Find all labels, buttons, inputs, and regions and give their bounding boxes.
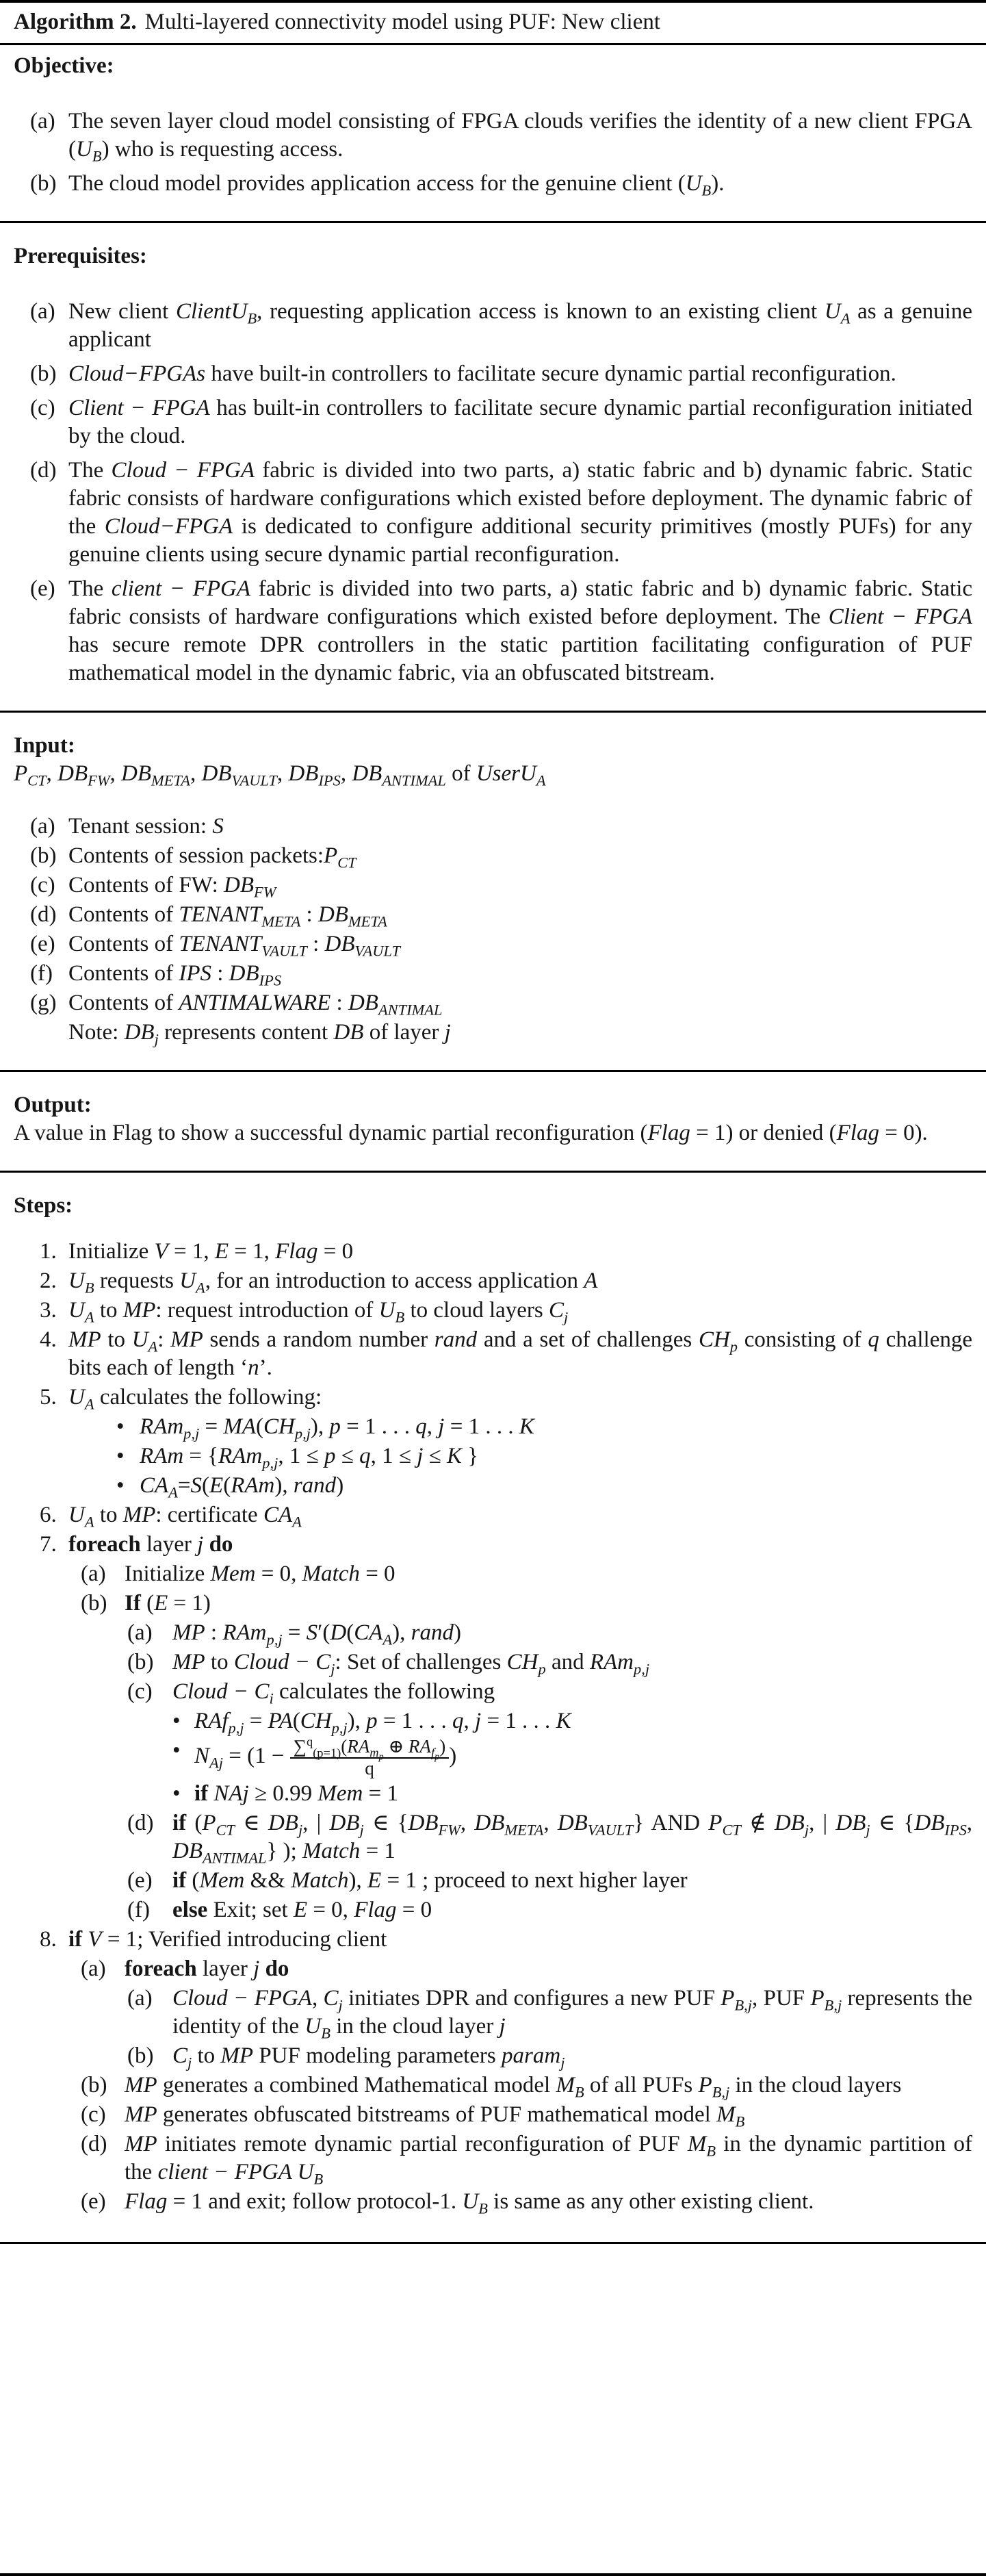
item-marker: (b) xyxy=(81,1591,107,1616)
step-5-bullet-3 xyxy=(14,1472,972,1500)
step-7b-e xyxy=(14,1867,972,1895)
item-text: Contents of IPS : $DB_{IPS}$ xyxy=(68,961,282,989)
step-5-bullet-2 xyxy=(14,1442,972,1470)
step-8a-a xyxy=(14,1985,972,2041)
item-text: The client − FPGA fabric is divided into two parts, a) static fabric and b) dynamic fabric. Static fabric consists of hardware configurations which existed before deployment. The Client − FPGA has secure remote DPR controllers in the static partition facilitating configuration of PUF mathematical model in the dynamic fabric, via an obfuscated bitstream. xyxy=(68,576,973,685)
algorithm-title: Multi-layered connectivity model using PUF: New client xyxy=(144,10,661,34)
step-7b-f xyxy=(14,1896,972,1924)
item-marker: (b) xyxy=(127,1650,154,1674)
item-marker: (f) xyxy=(127,1898,150,1923)
item-marker: (c) xyxy=(127,1679,153,1704)
step-text: MP initiates remote dynamic partial reconfiguration of PUF $M_B$ in the dynamic partition of the client − FPGA $U_B$ xyxy=(125,2132,972,2188)
item-marker: (a) xyxy=(30,109,55,133)
step-text: $RAf_{p,j} = PA(CH_{p,j})$, p = 1 . . . q, j = 1 . . . K xyxy=(194,1709,571,1737)
item-text: The Cloud − FPGA fabric is divided into two parts, a) static fabric and b) dynamic fabric. Static fabric consists of hardware configurations which existed before deployment. The dynamic fabric of the Cloud−FPGA is dedicated to configure additional security primitives (mostly PUFs) for any genuine clients using secure dynamic partial reconfiguration. xyxy=(68,458,972,567)
prerequisites-item-a xyxy=(14,298,972,354)
item-marker: (c) xyxy=(30,396,55,420)
section-divider xyxy=(0,221,986,223)
step-7a xyxy=(14,1560,972,1588)
step-7b-b xyxy=(14,1648,972,1676)
step-7b xyxy=(14,1590,972,1618)
prerequisites-heading: Prerequisites: xyxy=(14,244,147,268)
step-text: If (E = 1) xyxy=(125,1591,211,1616)
step-marker: 6. xyxy=(40,1503,57,1527)
section-divider xyxy=(0,711,986,713)
step-line-3 xyxy=(14,1297,972,1325)
step-line-6 xyxy=(14,1501,972,1529)
step-text: $RAm_{p,j} = MA(CH_{p,j})$, p = 1 . . . q, j = 1 . . . K xyxy=(140,1414,534,1442)
step-text: $CA_A=S(E(RAm)$, rand) xyxy=(140,1473,344,1501)
step-text: $U_B$ requests $U_A$, for an introduction to access application A xyxy=(68,1268,598,1297)
step-marker: 8. xyxy=(40,1927,57,1952)
step-text: Cloud − FPGA, $C_j$ initiates DPR and configures a new PUF $P_{B,j}$, PUF $P_{B,j}$ represents the identity of the $U_B$ in the cloud layer j xyxy=(172,1986,972,2042)
output-text: A value in Flag to show a successful dynamic partial reconfiguration (Flag = 1) or denied (Flag = 0). xyxy=(14,1121,928,1145)
item-text: Contents of $TENANT_{VAULT}$ : $DB_{VAULT}$ xyxy=(68,932,400,960)
item-text: The seven layer cloud model consisting of FPGA clouds verifies the identity of a new client FPGA $(U_B)$ who is requesting access. xyxy=(68,109,972,165)
input-item-f xyxy=(14,960,972,988)
step-7b-c-bullet-2 xyxy=(14,1734,972,1779)
item-text: Contents of session $packets:P_{CT}$ xyxy=(68,843,356,871)
step-text: if (Mem && Match), E = 1 ; proceed to next higher layer xyxy=(172,1868,688,1893)
item-text: Client − FPGA has built-in controllers to facilitate secure dynamic partial reconfiguration initiated by the cloud. xyxy=(68,396,972,448)
bottom-rule xyxy=(0,2573,986,2576)
step-8d xyxy=(14,2130,972,2186)
input-note xyxy=(14,1019,972,1047)
objective-item-b xyxy=(14,170,972,198)
item-text: Contents of FW: $DB_{FW}$ xyxy=(68,873,276,901)
bullet-marker: • xyxy=(172,1738,181,1763)
input-item-a xyxy=(14,813,972,841)
item-marker: (e) xyxy=(30,576,55,601)
step-marker: 1. xyxy=(40,1239,57,1264)
item-marker: (d) xyxy=(30,902,57,927)
step-text: $U_A$ calculates the following: xyxy=(68,1385,322,1413)
input-intro: $P_{CT}$, $DB_{FW}$, $DB_{META}$, $DB_{VAULT}$, $DB_{IPS}$, $DB_{ANTIMAL}$ of UserU$_A$ xyxy=(14,761,546,789)
input-item-d xyxy=(14,901,972,929)
input-heading: Input: xyxy=(14,733,75,758)
step-line-5 xyxy=(14,1383,972,1412)
item-text: New client ClientU$_B$, requesting application access is known to an existing client $U_A$ as a genuine applicant xyxy=(68,299,972,352)
output-heading: Output: xyxy=(14,1093,92,1117)
prerequisites-item-c xyxy=(14,394,972,450)
item-marker: (b) xyxy=(30,361,57,386)
step-line-8 xyxy=(14,1926,972,1954)
step-text: $N_{Aj} = (1$ − $\frac{\sum^q_{(p=1)}(RA_{m_p} \oplus RA_{f_p})}{q}$ ) xyxy=(194,1734,457,1779)
step-text: $U_A$ to MP: request introduction of $U_B$ to cloud layers $C_j$ xyxy=(68,1298,569,1326)
prerequisites-item-e xyxy=(14,575,972,687)
item-marker: (b) xyxy=(30,843,57,868)
section-input xyxy=(14,732,972,1047)
bullet-marker: • xyxy=(116,1444,125,1468)
step-5-bullet-1 xyxy=(14,1413,972,1441)
step-text: if ($P_{CT}$ ∈ $DB_j$, | $DB_j$ ∈ {$DB_{FW}$, $DB_{META}$, $DB_{VAULT}$} AND $P_{CT}$ ∉ $DB_j$, | $DB_j$ ∈ {$DB_{IPS}$, $DB_{ANTIMAL}$} ); Match = 1 xyxy=(172,1811,973,1867)
item-marker: (a) xyxy=(127,1986,153,2011)
item-text: The cloud model provides application access for the genuine client $(U_B)$. xyxy=(68,171,725,199)
step-marker: 4. xyxy=(40,1327,57,1352)
step-8b xyxy=(14,2071,972,2100)
item-marker: (a) xyxy=(127,1620,153,1645)
item-marker: (e) xyxy=(30,932,55,956)
item-marker: (b) xyxy=(127,2043,154,2069)
step-line-4 xyxy=(14,1326,972,1382)
step-text: foreach layer j do xyxy=(68,1532,233,1557)
step-7b-c-bullet-3 xyxy=(14,1780,972,1808)
step-line-1 xyxy=(14,1238,972,1266)
step-marker: 3. xyxy=(40,1298,57,1323)
step-text: Cloud − $C_i$ calculates the following xyxy=(172,1679,495,1707)
item-marker: (e) xyxy=(81,2189,106,2215)
item-marker: (c) xyxy=(30,873,55,897)
step-7b-d xyxy=(14,1809,972,1865)
step-text: MP to Cloud − $C_j$: Set of challenges $CH_p$ and RAm$_{p,j}$ xyxy=(172,1650,650,1678)
step-text: foreach layer j do xyxy=(125,1956,289,1982)
algorithm-titlebar xyxy=(14,3,972,43)
step-text: else Exit; set E = 0, Flag = 0 xyxy=(172,1898,432,1923)
objective-heading: Objective: xyxy=(14,53,114,78)
bullet-marker: • xyxy=(116,1414,125,1439)
note-text: Note: $DB_j$ represents content DB of layer j xyxy=(68,1020,451,1048)
item-text: Tenant session: S xyxy=(68,814,224,839)
step-text: MP to $U_A$: MP sends a random number rand and a set of challenges $CH_p$ consisting of q challenge bits each of length ‘n’. xyxy=(68,1327,973,1380)
item-marker: (a) xyxy=(30,814,55,839)
item-text: Contents of ANTIMALWARE : $DB_{ANTIMAL}$ xyxy=(68,991,443,1019)
item-text: Contents of $TENANT_{META}$ : $DB_{META}$ xyxy=(68,902,387,930)
section-output xyxy=(14,1091,972,1147)
bullet-marker: • xyxy=(172,1781,181,1807)
item-marker: (a) xyxy=(81,1956,106,1982)
step-text: MP generates obfuscated bitstreams of PUF mathematical model $M_B$ xyxy=(125,2102,745,2130)
step-text: Initialize Mem = 0, Match = 0 xyxy=(125,1561,395,1586)
step-text: $U_A$ to MP: certificate $CA_A$ xyxy=(68,1503,302,1531)
step-text: if V = 1; Verified introducing client xyxy=(68,1927,387,1952)
item-marker: (d) xyxy=(30,458,57,483)
step-text: RAm = {RAm$_{p,j}$, 1 ≤ p ≤ q, 1 ≤ j ≤ K } xyxy=(140,1444,479,1472)
step-7b-a xyxy=(14,1619,972,1647)
item-marker: (d) xyxy=(127,1811,154,1836)
bullet-marker: • xyxy=(116,1473,125,1498)
item-marker: (a) xyxy=(30,299,55,324)
input-item-c xyxy=(14,871,972,900)
step-marker: 5. xyxy=(40,1385,57,1410)
step-7b-c xyxy=(14,1678,972,1706)
section-divider xyxy=(0,1070,986,1072)
item-marker: (b) xyxy=(81,2073,107,2098)
step-8a-b xyxy=(14,2042,972,2070)
end-rule xyxy=(0,2242,986,2244)
step-line-2 xyxy=(14,1267,972,1295)
steps-heading: Steps: xyxy=(14,1193,73,1218)
step-8c xyxy=(14,2101,972,2129)
item-marker: (f) xyxy=(30,961,53,986)
input-item-e xyxy=(14,930,972,958)
input-item-g xyxy=(14,989,972,1017)
item-marker: (g) xyxy=(30,991,57,1015)
item-text: Cloud−FPGAs have built-in controllers to facilitate secure dynamic partial reconfiguration. xyxy=(68,361,896,386)
bullet-marker: • xyxy=(172,1709,181,1733)
item-marker: (b) xyxy=(30,171,57,196)
title-rule xyxy=(0,43,986,45)
step-text: MP generates a combined Mathematical model $M_B$ of all PUFs $P_{B,j}$ in the cloud layers xyxy=(125,2073,902,2101)
section-objective xyxy=(14,52,972,198)
section-steps xyxy=(14,1192,972,2216)
step-marker: 2. xyxy=(40,1268,57,1293)
step-text: $C_j$ to MP PUF modeling parameters param$_j$ xyxy=(172,2043,565,2071)
prerequisites-item-b xyxy=(14,360,972,388)
step-text: Flag = 1 and exit; follow protocol-1. $U_B$ is same as any other existing client. xyxy=(125,2189,814,2217)
step-8e xyxy=(14,2188,972,2216)
step-text: if NAj ≥ 0.99 Mem = 1 xyxy=(194,1781,398,1807)
step-line-7 xyxy=(14,1531,972,1559)
item-marker: (d) xyxy=(81,2132,107,2157)
item-marker: (c) xyxy=(81,2102,106,2128)
step-text: MP : $RAm_{p,j} = S'(D(CA_A)$, rand) xyxy=(172,1620,461,1648)
section-prerequisites xyxy=(14,242,972,687)
step-text: Initialize V = 1, E = 1, Flag = 0 xyxy=(68,1239,354,1264)
input-item-b xyxy=(14,842,972,870)
prerequisites-item-d xyxy=(14,457,972,569)
section-divider xyxy=(0,1171,986,1173)
item-marker: (e) xyxy=(127,1868,153,1893)
objective-item-a xyxy=(14,107,972,164)
algorithm-label: Algorithm 2. xyxy=(14,10,137,34)
step-marker: 7. xyxy=(40,1532,57,1557)
step-8a xyxy=(14,1955,972,1983)
item-marker: (a) xyxy=(81,1561,106,1586)
step-7b-c-bullet-1 xyxy=(14,1707,972,1735)
